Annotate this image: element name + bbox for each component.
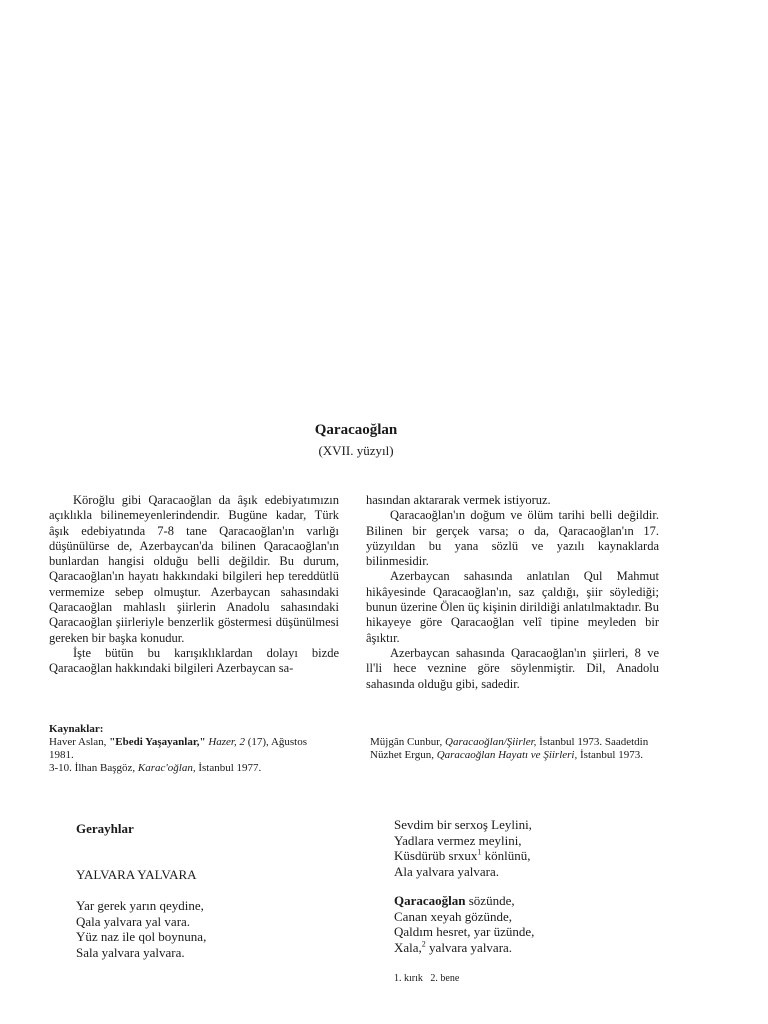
body-column-left bbox=[49, 493, 339, 677]
sources-left bbox=[49, 723, 329, 775]
sources-right bbox=[370, 736, 670, 762]
poem-line-text: Xala, bbox=[394, 939, 422, 955]
poem-line: Qala yalvara yal vara. bbox=[76, 913, 191, 929]
poem-section-heading: Gerayhlar bbox=[76, 821, 134, 836]
poem-title: YALVARA YALVARA bbox=[76, 867, 197, 882]
poem-line bbox=[394, 848, 532, 864]
paragraph: Köroğlu gibi Qaracaoğlan da âşık edebiyatımızın açıklıkla bilinemeyenlerindendir. Bugüne kadar, Türk âşık edebiyatında 7-8 tane Qaracaoğlan'ın varlığı düşünülürse de, Azerbaycan'da bilinen Qaracaoğlan'ın bunlardan hangisi olduğu belli değildir. Bu durum, Qaracaoğlan'ın hayatı hakkındaki bilgileri hep tereddütlü vermemize sebep olmuştur. Azerbaycan sahasındaki Qaracaoğlan mahlaslı şiirlerin Anadolu sahasındaki Qaracaoğlan şiirleriyle benzerlik göstermesi düşünülmesi gereken bir başka konudur. bbox=[49, 493, 339, 645]
poem-line: Sevdim bir serxoş Leylini, bbox=[394, 817, 532, 832]
footnote-marker: 1 bbox=[477, 847, 482, 857]
sources-heading: Kaynaklar: bbox=[49, 723, 104, 735]
poem-line: Yadlara vermez meylini, bbox=[394, 832, 522, 848]
poem-line bbox=[394, 940, 534, 956]
paragraph: İşte bütün bu karışıklıklardan dolayı bizde Qaracaoğlan hakkındaki bilgileri Azerbaycan sa- bbox=[49, 645, 339, 676]
poet-name: Qaracaoğlan bbox=[394, 893, 466, 908]
poem-line: Ala yalvara yalvara. bbox=[394, 863, 500, 879]
source-rest: İstanbul 1977. bbox=[195, 762, 262, 774]
poem-line-text: yalvara yalvara. bbox=[425, 939, 513, 955]
source-title: Qaracaoğlan Hayatı ve Şiirleri, bbox=[436, 749, 578, 761]
footnote-marker: 2 bbox=[421, 939, 426, 949]
source-prefix: 3-10. İlhan Başgöz, bbox=[49, 762, 138, 774]
poem-line: Sala yalvara yalvara. bbox=[76, 944, 185, 960]
source-title: Karac'oğlan, bbox=[137, 762, 196, 774]
page-subtitle: (XVII. yüzyıl) bbox=[318, 443, 394, 458]
source-rest: İstanbul 1973. bbox=[577, 749, 643, 761]
page-title: Qaracaoğlan bbox=[314, 422, 398, 438]
poem-stanza-3 bbox=[394, 893, 534, 955]
poem-stanza-1 bbox=[76, 898, 206, 960]
source-middle: İstanbul 1973. Saadetdin Nüzhet Ergun, bbox=[370, 736, 649, 761]
poem-line: Yüz naz ile qol boynuna, bbox=[76, 929, 207, 944]
paragraph: Azerbaycan sahasında Qaracaoğlan'ın şiirleri, 8 ve ll'li hece veznine göre söylenmiştir. Dil, Anadolu sahasında olduğu gibi, sadedir. bbox=[366, 645, 659, 691]
paragraph: Azerbaycan sahasında anlatılan Qul Mahmut hikâyesinde Qaracaoğlan'ın, saz çaldığı, şiir söylediği; bunun üzerine Ölen üç kişinin dirildiği anlatılmaktadır. Bu hikayeye göre Qaracaoğlan velî tipine meyleden bir âşıktır. bbox=[366, 569, 659, 645]
body-column-right bbox=[366, 493, 659, 692]
source-author: Haver Aslan, bbox=[49, 736, 110, 748]
poem-line: Qaldım hesret, yar üzünde, bbox=[394, 924, 535, 939]
source-rest: (17), Ağustos 1981. bbox=[49, 736, 308, 761]
source-author: Müjgân Cunbur, bbox=[370, 736, 446, 748]
poem-line-text: könlünü, bbox=[481, 848, 531, 863]
paragraph: Qaracaoğlan'ın doğum ve ölüm tarihi belli değildir. Bilinen bir gerçek varsa; o da, Qaracaoğlan'ın 17. yüzyıldan bu yana sözlü ve yazılı kaynaklarda bilinmesidir. bbox=[366, 508, 659, 569]
poem-line: Canan xeyah gözünde, bbox=[394, 908, 513, 924]
paragraph: hasından aktararak vermek istiyoruz. bbox=[366, 493, 551, 507]
footnotes: 1. kırık 2. bene bbox=[394, 973, 460, 984]
poem-line-text: sözünde, bbox=[465, 893, 515, 908]
source-title: "Ebedi Yaşayanlar," bbox=[109, 736, 206, 748]
poem-stanza-2 bbox=[394, 817, 532, 879]
source-title: Qaracaoğlan/Şiirler, bbox=[445, 736, 537, 748]
poem-line: Yar gerek yarın qeydine, bbox=[76, 898, 204, 913]
poem-line bbox=[394, 893, 534, 909]
source-journal: Hazer, 2 bbox=[208, 736, 245, 748]
poem-line-text: Küsdürüb srxux bbox=[394, 848, 478, 863]
